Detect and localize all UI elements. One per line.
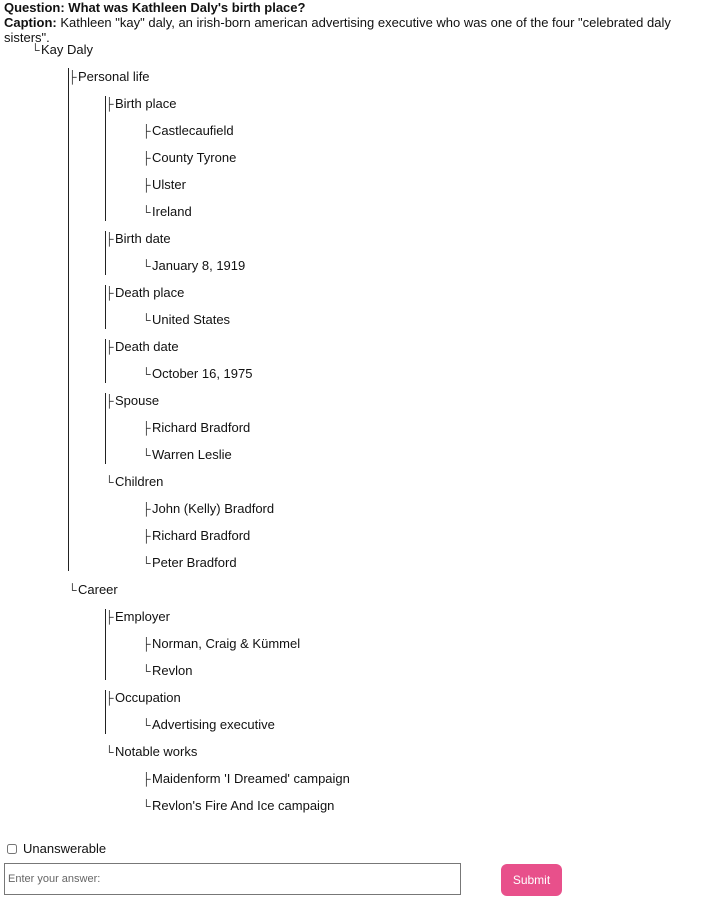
tree-node-career: └Career [68, 582, 118, 597]
birth-date-label: Birth date [115, 231, 171, 246]
tree-leaf: ├Castlecaufield [142, 123, 234, 138]
leaf-label: Revlon's Fire And Ice campaign [152, 798, 335, 813]
tree-leaf: ├County Tyrone [142, 150, 237, 165]
caption-label: Caption: [4, 15, 57, 30]
leaf-label: Castlecaufield [152, 123, 234, 138]
tree-leaf: ├John (Kelly) Bradford [142, 501, 275, 516]
tree-node-spouse: ├Spouse [105, 393, 160, 408]
tree-leaf: └Ireland [142, 204, 192, 219]
leaf-label: Peter Bradford [152, 555, 237, 570]
tree-node-children: └Children [105, 474, 164, 489]
tree-node-birth-place: ├Birth place [105, 96, 177, 111]
tree-root: └Kay Daly [31, 42, 94, 57]
leaf-label: Revlon [152, 663, 193, 678]
tree-leaf: └Peter Bradford [142, 555, 237, 570]
leaf-label: Warren Leslie [152, 447, 232, 462]
tree-leaf: └Advertising executive [142, 717, 275, 732]
tree-leaf: ├Ulster [142, 177, 186, 192]
spouse-label: Spouse [115, 393, 160, 408]
tree-leaf: └United States [142, 312, 231, 327]
unanswerable-label: Unanswerable [23, 841, 107, 856]
occupation-label: Occupation [115, 690, 181, 705]
career-label: Career [78, 582, 118, 597]
tree-line-root [68, 68, 69, 571]
leaf-label: Advertising executive [152, 717, 275, 732]
tree-leaf: └October 16, 1975 [142, 366, 253, 381]
tree-node-death-date: ├Death date [105, 339, 179, 354]
tree-leaf: └Revlon [142, 663, 193, 678]
notable-works-label: Notable works [115, 744, 198, 759]
birth-place-label: Birth place [115, 96, 177, 111]
leaf-label: Ulster [152, 177, 186, 192]
tree-node-occupation: ├Occupation [105, 690, 181, 705]
tree-leaf: ├Norman, Craig & Kümmel [142, 636, 301, 651]
leaf-label: Norman, Craig & Kümmel [152, 636, 301, 651]
tree-leaf: └Warren Leslie [142, 447, 232, 462]
caption-text: Kathleen "kay" daly, an irish-born american advertising executive who was one of the four "celebrated daly sisters". [4, 15, 671, 45]
personal-life-label: Personal life [78, 69, 150, 84]
leaf-label: January 8, 1919 [152, 258, 246, 273]
leaf-label: October 16, 1975 [152, 366, 253, 381]
tree-node-notable-works: └Notable works [105, 744, 198, 759]
tree-node-personal-life: ├Personal life [68, 69, 150, 84]
submit-button[interactable]: Submit [501, 864, 562, 896]
tree-leaf: └January 8, 1919 [142, 258, 246, 273]
leaf-label: Ireland [152, 204, 192, 219]
tree-node-employer: ├Employer [105, 609, 170, 624]
question-text: What was Kathleen Daly's birth place? [68, 0, 306, 15]
children-label: Children [115, 474, 164, 489]
tree-leaf: └Revlon's Fire And Ice campaign [142, 798, 335, 813]
death-place-label: Death place [115, 285, 185, 300]
unanswerable-checkbox[interactable] [7, 844, 17, 854]
leaf-label: John (Kelly) Bradford [152, 501, 275, 516]
unanswerable-option[interactable] [7, 841, 106, 856]
leaf-label: Richard Bradford [152, 528, 251, 543]
leaf-label: United States [152, 312, 231, 327]
tree-leaf: ├Richard Bradford [142, 528, 251, 543]
tree-node-death-place: ├Death place [105, 285, 185, 300]
leaf-label: Richard Bradford [152, 420, 251, 435]
leaf-label: County Tyrone [152, 150, 237, 165]
employer-label: Employer [115, 609, 170, 624]
question-label: Question: [4, 0, 65, 15]
death-date-label: Death date [115, 339, 179, 354]
leaf-label: Maidenform 'I Dreamed' campaign [152, 771, 350, 786]
tree-node-birth-date: ├Birth date [105, 231, 171, 246]
tree-leaf: ├Richard Bradford [142, 420, 251, 435]
tree-leaf: ├Maidenform 'I Dreamed' campaign [142, 771, 350, 786]
tree-root-label: Kay Daly [41, 42, 94, 57]
answer-input[interactable] [4, 863, 461, 895]
